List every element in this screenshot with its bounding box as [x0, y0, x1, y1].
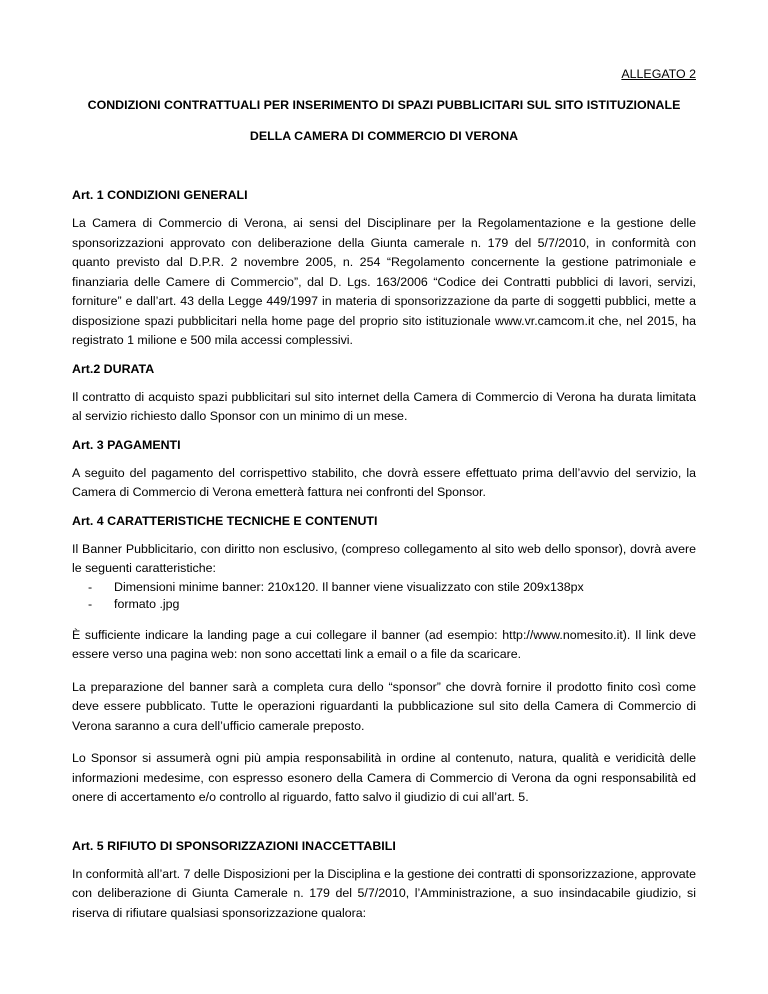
art4-paragraph-responsibility: Lo Sponsor si assumerà ogni più ampia responsabilità in ordine al contenuto, natura, qualità e veridicità delle informazioni medesime, con espresso esonero della Camera di Commercio di Verona da ogni responsabilità ed onere di accertamento e/o controllo al riguardo, fatto salvo il giudizio di cui all’art. 5. — [72, 751, 696, 804]
art4-paragraph-landing: È sufficiente indicare la landing page a cui collegare il banner (ad esempio: http://www.nomesito.it). Il link deve essere verso una pagina web: non sono accettati link a email o a file da scaricare. — [72, 627, 696, 661]
list-item: - formato .jpg — [72, 596, 696, 613]
art3-heading: Art. 3 PAGAMENTI — [72, 437, 181, 452]
art2-paragraph: Il contratto di acquisto spazi pubblicitari sul sito internet della Camera di Commercio di Verona ha durata limitata al servizio richiesto dallo Sponsor con un minimo di un mese. — [72, 389, 696, 423]
art1-heading: Art. 1 CONDIZIONI GENERALI — [72, 188, 248, 202]
art5-paragraph: In conformità all’art. 7 delle Disposizioni per la Disciplina e la gestione dei contratti di sponsorizzazione, approvate con deliberazione di Giunta Camerale n. 179 del 5/7/2010, l’Amministrazione, a suo insindacabile giudizio, si riserva di rifiutare qualsiasi sponsorizzazione qualora: — [72, 866, 696, 920]
document-title-line2: DELLA CAMERA DI COMMERCIO DI VERONA — [249, 129, 519, 143]
document-title-line1: CONDIZIONI CONTRATTUALI PER INSERIMENTO DI SPAZI PUBBLICITARI SUL SITO ISTITUZIONALE — [87, 98, 681, 112]
art4-heading: Art. 4 CARATTERISTICHE TECNICHE E CONTENUTI — [72, 513, 378, 528]
art2-heading: Art.2 DURATA — [72, 361, 155, 376]
art3-paragraph: A seguito del pagamento del corrispettivo stabilito, che dovrà essere effettuato prima dell’avvio del servizio, la Camera di Commercio di Verona emetterà fattura nei confronti del Sponsor. — [72, 465, 696, 499]
art4-paragraph-intro: Il Banner Pubblicitario, con diritto non esclusivo, (compreso collegamento al sito web dello sponsor), dovrà avere le seguenti caratteristiche: — [72, 541, 696, 575]
annex-label: ALLEGATO 2 — [621, 67, 696, 81]
art5-heading: Art. 5 RIFIUTO DI SPONSORIZZAZIONI INACCETTABILI — [72, 838, 396, 853]
art4-paragraph-preparation: La preparazione del banner sarà a completa cura dello “sponsor” che dovrà fornire il prodotto finito così come deve essere pubblicato. Tutte le operazioni riguardanti la pubblicazione sul sito della Camera di Commercio di Verona saranno a cura dell’ufficio camerale preposto. — [72, 679, 696, 733]
art1-paragraph: La Camera di Commercio di Verona, ai sensi del Disciplinare per la Regolamentazione e la gestione delle sponsorizzazioni approvato con deliberazione della Giunta camerale n. 179 del 5/7/2010, in conformità con quanto previsto dal D.P.R. 2 novembre 2005, n. 254 “Regolamento concernente la gestione patrimoniale e finanziaria delle Camere di Commercio”, dal D. Lgs. 163/2006 “Codice dei Contratti pubblici di lavori, servizi, forniture” e dall’art. 43 della Legge 449/1997 in materia di sponsorizzazione da parte di soggetti pubblici, mette a disposizione spazi pubblicitari nella home page del proprio sito istituzionale www.vr.camcom.it che, nel 2015, ha registrato 1 milione e 500 mila accessi complessivi. — [72, 216, 696, 347]
list-item: - Dimensioni minime banner: 210x120. Il banner viene visualizzato con stile 209x138px — [72, 579, 696, 596]
art4-requirements-list — [72, 579, 696, 613]
